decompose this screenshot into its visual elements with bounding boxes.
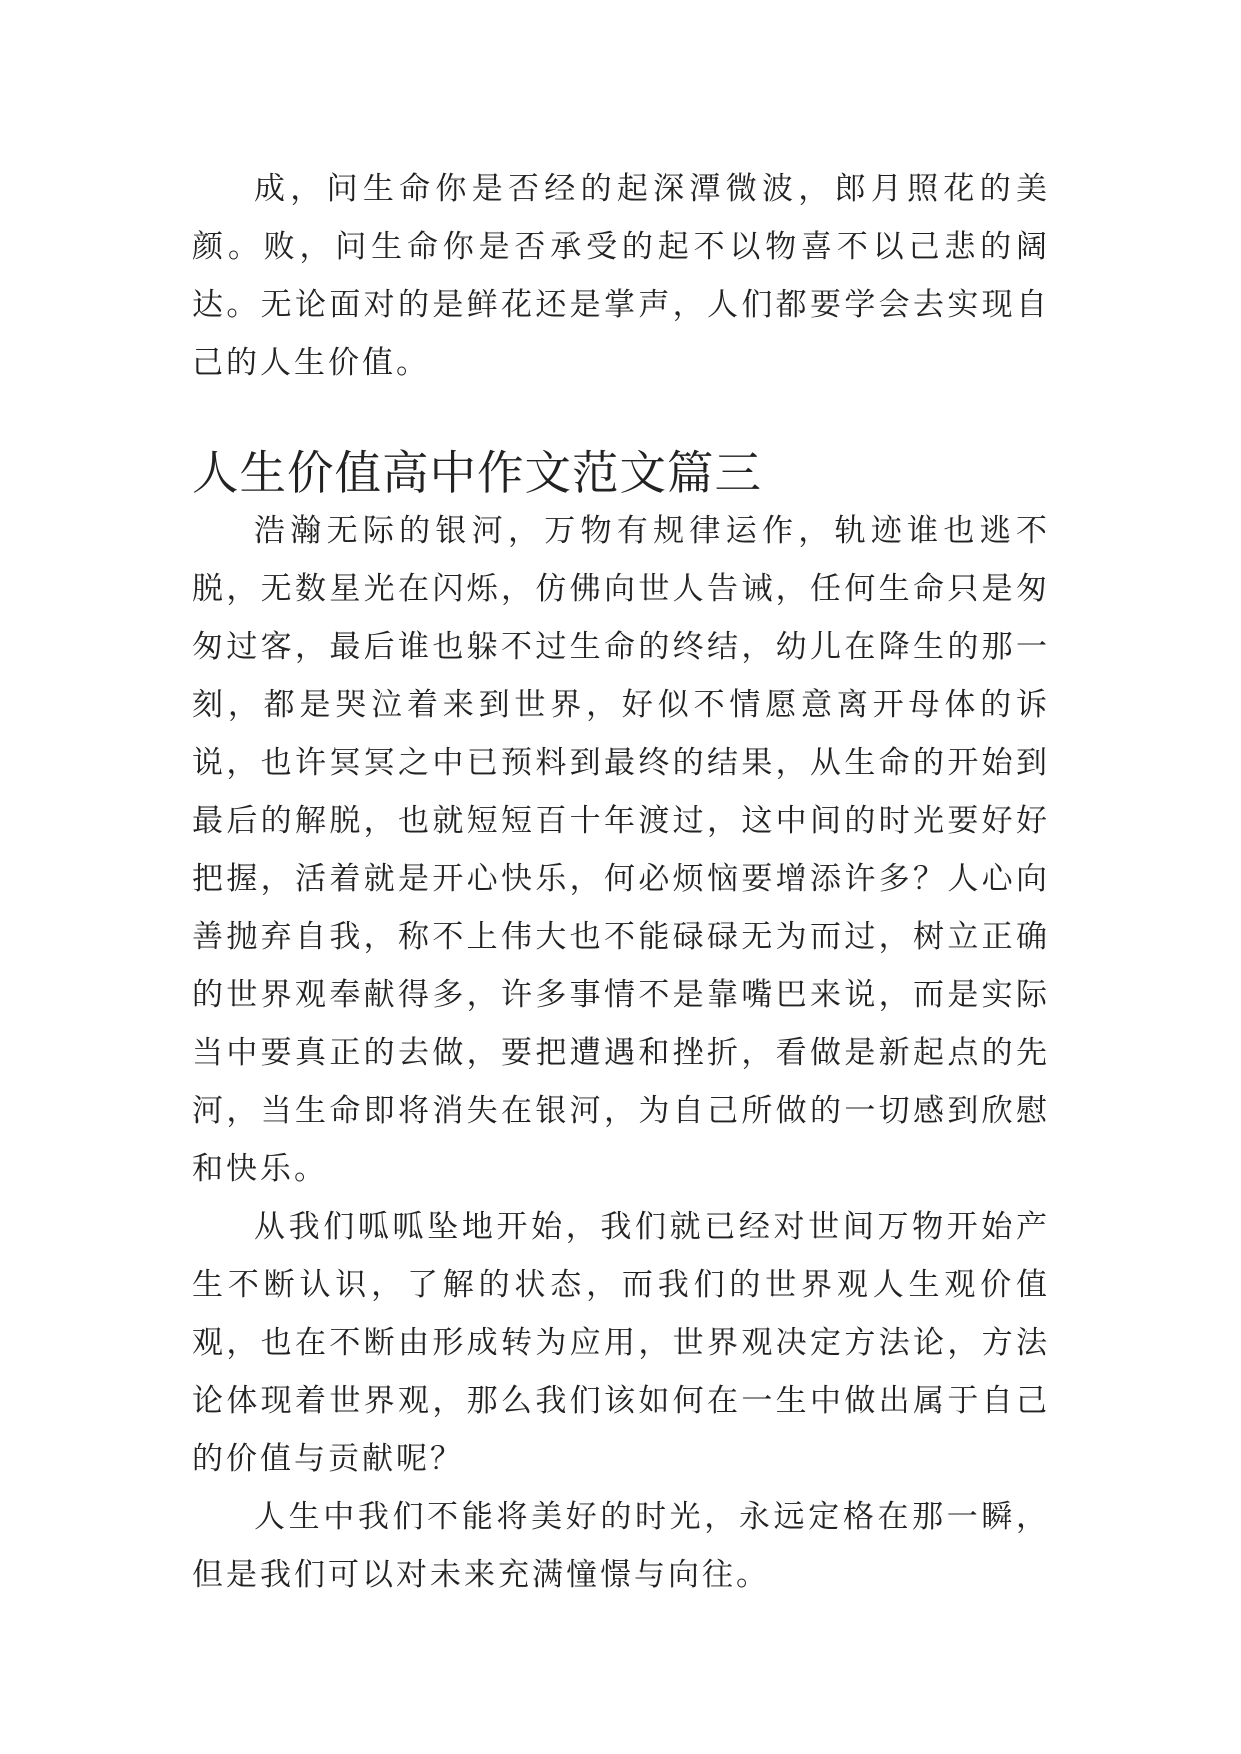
paragraph-continued: 成，问生命你是否经的起深潭微波，郎月照花的美颜。败，问生命你是否承受的起不以物喜不以己悲的阔达。无论面对的是鲜花还是掌声，人们都要学会去实现自己的人生价值。 (192, 171, 1050, 381)
section-title: 人生价值高中作文范文篇三 (192, 446, 762, 500)
paragraph-2: 从我们呱呱坠地开始，我们就已经对世间万物开始产生不断认识，了解的状态，而我们的世界观人生观价值观，也在不断由形成转为应用，世界观决定方法论，方法论体现着世界观，那么我们该如何在一生中做出属于自己的价值与贡献呢？ (192, 1209, 1050, 1477)
paragraph-3: 人生中我们不能将美好的时光，永远定格在那一瞬，但是我们可以对未来充满憧憬与向往。 (192, 1499, 1050, 1593)
paragraph-1: 浩瀚无际的银河，万物有规律运作，轨迹谁也逃不脱，无数星光在闪烁，仿佛向世人告诫，任何生命只是匆匆过客，最后谁也躲不过生命的终结，幼儿在降生的那一刻，都是哭泣着来到世界，好似不情愿意离开母体的诉说，也许冥冥之中已预料到最终的结果，从生命的开始到最后的解脱，也就短短百十年渡过，这中间的时光要好好把握，活着就是开心快乐，何必烦恼要增添许多？人心向善抛弃自我，称不上伟大也不能碌碌无为而过，树立正确的世界观奉献得多，许多事情不是靠嘴巴来说，而是实际当中要真正的去做，要把遭遇和挫折，看做是新起点的先河，当生命即将消失在银河，为自己所做的一切感到欣慰和快乐。 (192, 513, 1050, 1187)
document-body (192, 160, 1050, 1604)
